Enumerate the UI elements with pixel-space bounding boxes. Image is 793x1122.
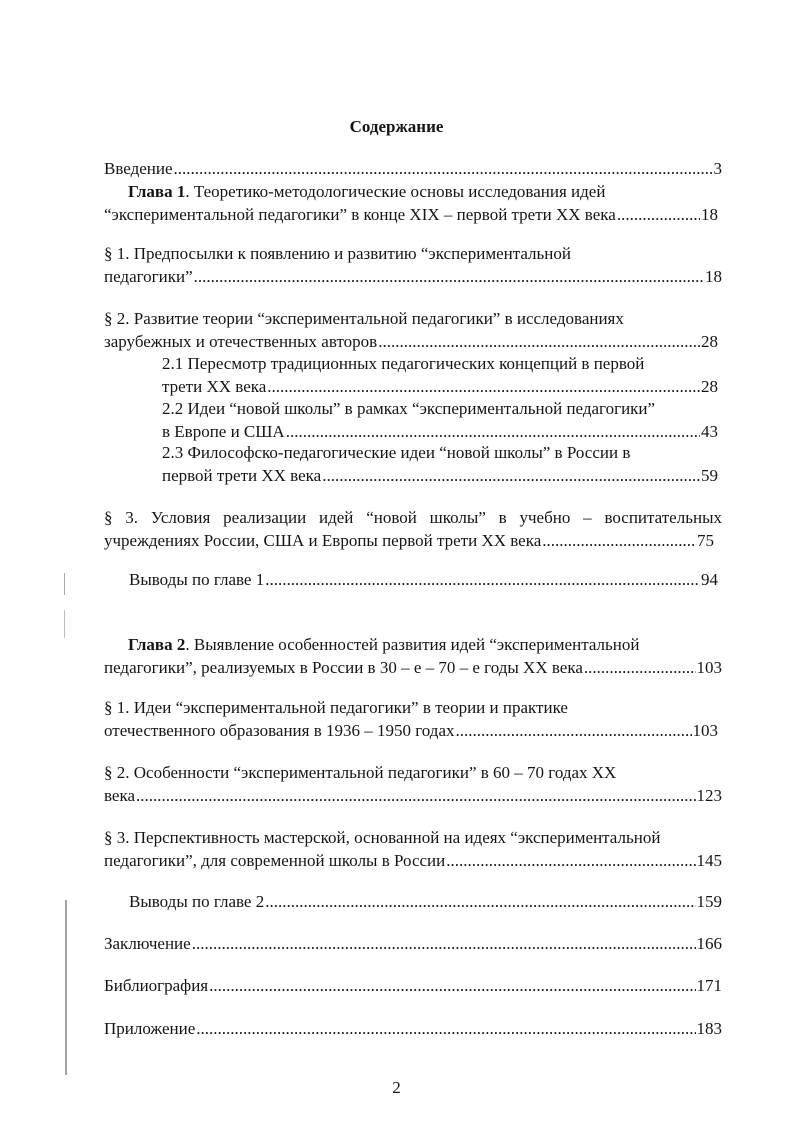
leader-dots (322, 464, 700, 487)
toc-entry-chapter-1[interactable] (104, 180, 718, 226)
toc-entry-appendix[interactable] (104, 1017, 722, 1040)
leader-dots (265, 890, 695, 913)
toc-entry-ch1-subsection-2-3[interactable] (162, 441, 718, 487)
toc-entry-ch2-section-3[interactable] (104, 826, 722, 872)
entry-text-line2: в Европе и США (162, 422, 285, 441)
entry-text-line1: § 1. Предпосылки к появлению и развитию “экспериментальной (104, 244, 571, 263)
scan-artifact (64, 573, 65, 595)
toc-entry-bibliography[interactable] (104, 974, 722, 997)
scan-artifact (65, 900, 67, 1075)
toc-entry-conclusions-1[interactable] (129, 568, 718, 591)
entry-page: 103 (692, 721, 718, 740)
page-number: 2 (392, 1078, 401, 1097)
toc-entry-conclusions-2[interactable] (129, 890, 722, 913)
entry-text-line2: педагогики”, реализуемых в России в 30 – е – 70 – е годы XX века (104, 658, 583, 677)
toc-entry-ch1-subsection-2-2[interactable] (162, 397, 718, 443)
toc-entry-conclusion[interactable] (104, 932, 722, 955)
entry-text-line2: педагогики”, для современной школы в России (104, 851, 446, 870)
toc-entry-chapter-2[interactable] (104, 633, 722, 679)
toc-entry-ch1-section-3[interactable] (104, 506, 722, 552)
entry-text-line1: § 3. Условия реализации идей “новой школы” в учебно – воспитательных (104, 508, 722, 527)
leader-dots (456, 719, 692, 742)
entry-page: 145 (696, 851, 722, 870)
entry-page: 59 (701, 466, 718, 485)
entry-text-line2: первой трети XX века (162, 466, 322, 485)
leader-dots (136, 784, 695, 807)
toc-title: Содержание (349, 117, 444, 136)
leader-dots (286, 420, 700, 443)
chapter-label: Глава 1 (128, 182, 186, 201)
entry-text-line2: века (104, 786, 136, 805)
chapter-label: Глава 2 (128, 635, 186, 654)
leader-dots (446, 849, 695, 872)
leader-dots (209, 974, 695, 997)
entry-text-line2: “экспериментальной педагогики” в конце XIX – первой трети XX века (104, 205, 616, 224)
entry-page: 103 (696, 658, 722, 677)
entry-text-line2: учреждениях России, США и Европы первой трети XX века (104, 531, 542, 550)
entry-page: 75 (697, 531, 714, 550)
entry-page: 28 (701, 377, 718, 396)
leader-dots (378, 330, 700, 353)
entry-text-line1: 2.2 Идеи “новой школы” в рамках “экспериментальной педагогики” (162, 399, 656, 418)
entry-page: 43 (701, 422, 718, 441)
leader-dots (174, 157, 713, 180)
entry-label: Приложение (104, 1019, 196, 1038)
entry-label: Выводы по главе 1 (129, 570, 265, 589)
scan-artifact (64, 610, 65, 638)
toc-entry-ch1-section-1[interactable] (104, 242, 722, 288)
entry-page: 171 (696, 976, 722, 995)
entry-page: 18 (701, 205, 718, 224)
entry-text-line1: § 2. Развитие теории “экспериментальной педагогики” в исследованиях (104, 309, 624, 328)
entry-text-line1: § 3. Перспективность мастерской, основанной на идеях “экспериментальной (104, 828, 661, 847)
toc-entry-ch2-section-1[interactable] (104, 696, 718, 742)
leader-dots (617, 203, 700, 226)
leader-dots (196, 1017, 695, 1040)
entry-text-line1: § 2. Особенности “экспериментальной педагогики” в 60 – 70 годах XX (104, 763, 617, 782)
leader-dots (542, 529, 696, 552)
entry-label: Введение (104, 159, 173, 178)
entry-text-line1: § 1. Идеи “экспериментальной педагогики” в теории и практике (104, 698, 568, 717)
entry-text-line1: . Теоретико-методологические основы исследования идей (185, 182, 606, 201)
entry-text-line2: трети XX века (162, 377, 267, 396)
leader-dots (192, 932, 696, 955)
entry-text-line1: 2.1 Пересмотр традиционных педагогических концепций в первой (162, 354, 645, 373)
entry-page: 123 (696, 786, 722, 805)
entry-text-line2: педагогики” (104, 267, 193, 286)
entry-page: 3 (713, 159, 722, 178)
toc-entry-intro[interactable] (104, 157, 722, 180)
entry-text-line1: 2.3 Философско-педагогические идеи “новой школы” в России в (162, 443, 631, 462)
entry-page: 28 (701, 332, 718, 351)
entry-page: 166 (696, 934, 722, 953)
entry-page: 94 (701, 570, 718, 589)
leader-dots (265, 568, 700, 591)
entry-text-line1: . Выявление особенностей развития идей “экспериментальной (185, 635, 640, 654)
entry-label: Библиография (104, 976, 209, 995)
entry-page: 159 (696, 892, 722, 911)
toc-entry-ch2-section-2[interactable] (104, 761, 722, 807)
leader-dots (584, 656, 696, 679)
entry-page: 183 (696, 1019, 722, 1038)
toc-entry-ch1-section-2[interactable] (104, 307, 718, 353)
toc-entry-ch1-subsection-2-1[interactable] (162, 352, 718, 398)
entry-text-line2: зарубежных и отечественных авторов (104, 332, 378, 351)
entry-text-line2: отечественного образования в 1936 – 1950 годах (104, 721, 455, 740)
leader-dots (194, 265, 704, 288)
entry-page: 18 (705, 267, 722, 286)
leader-dots (267, 375, 700, 398)
entry-label: Заключение (104, 934, 191, 953)
entry-label: Выводы по главе 2 (129, 892, 265, 911)
